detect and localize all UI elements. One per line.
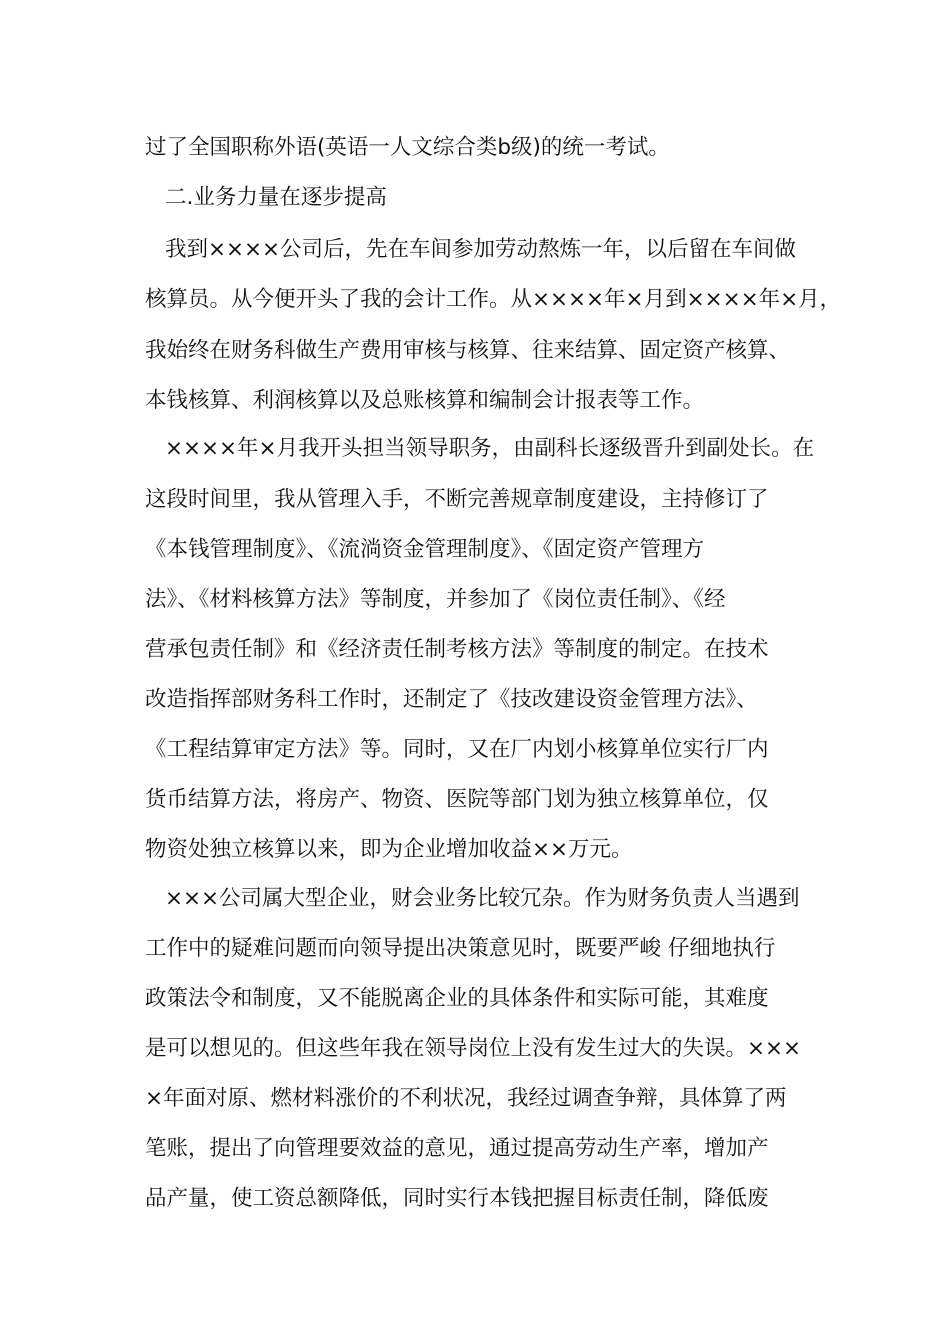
text-line: 过了全国职称外语(英语一人文综合类b级)的统一考试。 bbox=[145, 135, 670, 160]
text-line: ××××年×月我开头担当领导职务，由副科长逐级晋升到副处长。在 bbox=[165, 436, 815, 461]
text-line: 本钱核算、利润核算以及总账核算和编制会计报表等工作。 bbox=[145, 388, 705, 413]
text-line: 我到××××公司后，先在车间参加劳动熬炼一年，以后留在车间做 bbox=[165, 237, 797, 262]
text-line: ×××公司属大型企业，财会业务比较冗杂。作为财务负责人当遇到 bbox=[165, 886, 800, 911]
text-line: 《工程结算审定方法》等。同时，又在厂内划小核算单位实行厂内 bbox=[145, 737, 769, 762]
text-line: 政策法令和制度，又不能脱离企业的具体条件和实际可能，其难度 bbox=[145, 986, 769, 1011]
text-line: 货币结算方法，将房产、物资、医院等部门划为独立核算单位，仅 bbox=[145, 787, 769, 812]
text-line: 《本钱管理制度》、《流淌资金管理制度》、《固定资产管理方 bbox=[145, 537, 705, 562]
text-line: 是可以想见的。但这些年我在领导岗位上没有发生过大的失误。××× bbox=[145, 1036, 802, 1061]
text-line: 营承包责任制》和《经济责任制考核方法》等制度的制定。在技术 bbox=[145, 637, 769, 662]
text-line: 改造指挥部财务科工作时，还制定了《技改建设资金管理方法》、 bbox=[145, 687, 758, 712]
text-line: 工作中的疑难问题而向领导提出决策意见时，既要严峻 仔细地执行 bbox=[145, 936, 776, 961]
text-line: 品产量，使工资总额降低，同时实行本钱把握目标责任制，降低废 bbox=[145, 1186, 769, 1211]
text-line: 这段时间里，我从管理入手，不断完善规章制度建设，主持修订了 bbox=[145, 487, 769, 512]
text-line: 法》、《材料核算方法》等制度，并参加了《岗位责任制》、《经 bbox=[145, 587, 726, 612]
text-line: 笔账，提出了向管理要效益的意见，通过提高劳动生产率，增加产 bbox=[145, 1136, 769, 1161]
text-line: 我始终在财务科做生产费用审核与核算、往来结算、固定资产核算、 bbox=[145, 338, 791, 363]
text-line: 核算员。从今便开头了我的会计工作。从××××年×月到××××年×月， bbox=[145, 287, 842, 312]
text-line: ×年面对原、燃材料涨价的不利状况，我经过调查争辩，具体算了两 bbox=[145, 1086, 787, 1111]
text-line: 物资处独立核算以来，即为企业增加收益××万元。 bbox=[145, 837, 633, 862]
section-heading: 二.业务力量在逐步提高 bbox=[165, 185, 387, 210]
